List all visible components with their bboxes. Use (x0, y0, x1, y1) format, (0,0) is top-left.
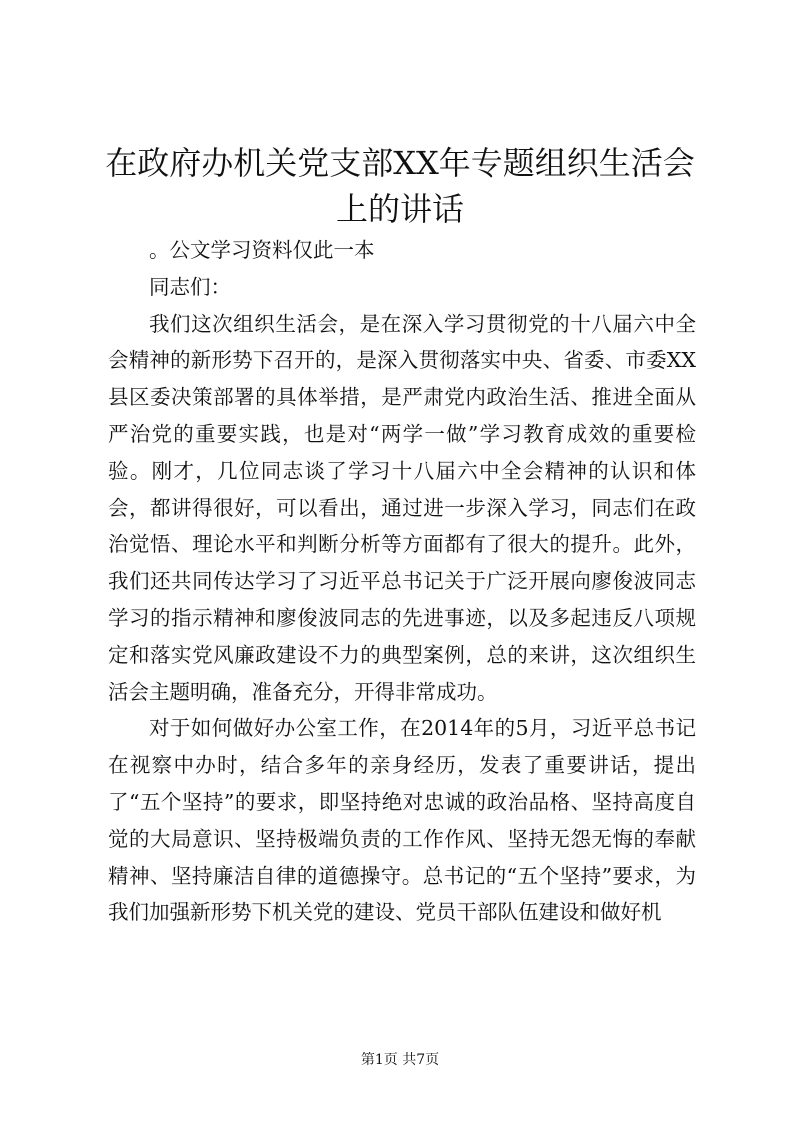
paragraph-note: 。公文学习资料仅此一本 (149, 238, 375, 262)
document-body (108, 232, 696, 931)
document-title: 在政府办机关党支部XX年专题组织生活会上的讲话 (105, 144, 695, 228)
page-footer: 第1页 共7页 (360, 1052, 440, 1068)
paragraph-body-2: 对于如何做好办公室工作，在2014年的5月，习近平总书记在视察中办时，结合多年的亲身经历，发表了重要讲话，提出了“五个坚持”的要求，即坚持绝对忠诚的政治品格、坚持高度自觉的大局意识、坚持极端负责的工作作风、坚持无怨无悔的奉献精神、坚持廉洁自律的道德操守。总书记的“五个坚持”要求，为我们加强新形势下机关党的建设、党员干部队伍建设和做好机 (108, 716, 696, 925)
paragraph-salutation: 同志们： (149, 274, 231, 299)
paragraph-body-1: 我们这次组织生活会，是在深入学习贯彻党的十八届六中全会精神的新形势下召开的，是深入贯彻落实中央、省委、市委XX县区委决策部署的具体举措，是严肃党内政治生活、推进全面从严治党的重要实践，也是对“两学一做”学习教育成效的重要检验。刚才，几位同志谈了学习十八届六中全会精神的认识和体会，都讲得很好，可以看出，通过进一步深入学习，同志们在政治觉悟、理论水平和判断分析等方面都有了很大的提升。此外，我们还共同传达学习了习近平总书记关于广泛开展向廖俊波同志学习的指示精神和廖俊波同志的先进事迹，以及多起违反八项规定和落实党风廉政建设不力的典型案例，总的来讲，这次组织生活会主题明确，准备充分，开得非常成功。 (108, 311, 696, 704)
